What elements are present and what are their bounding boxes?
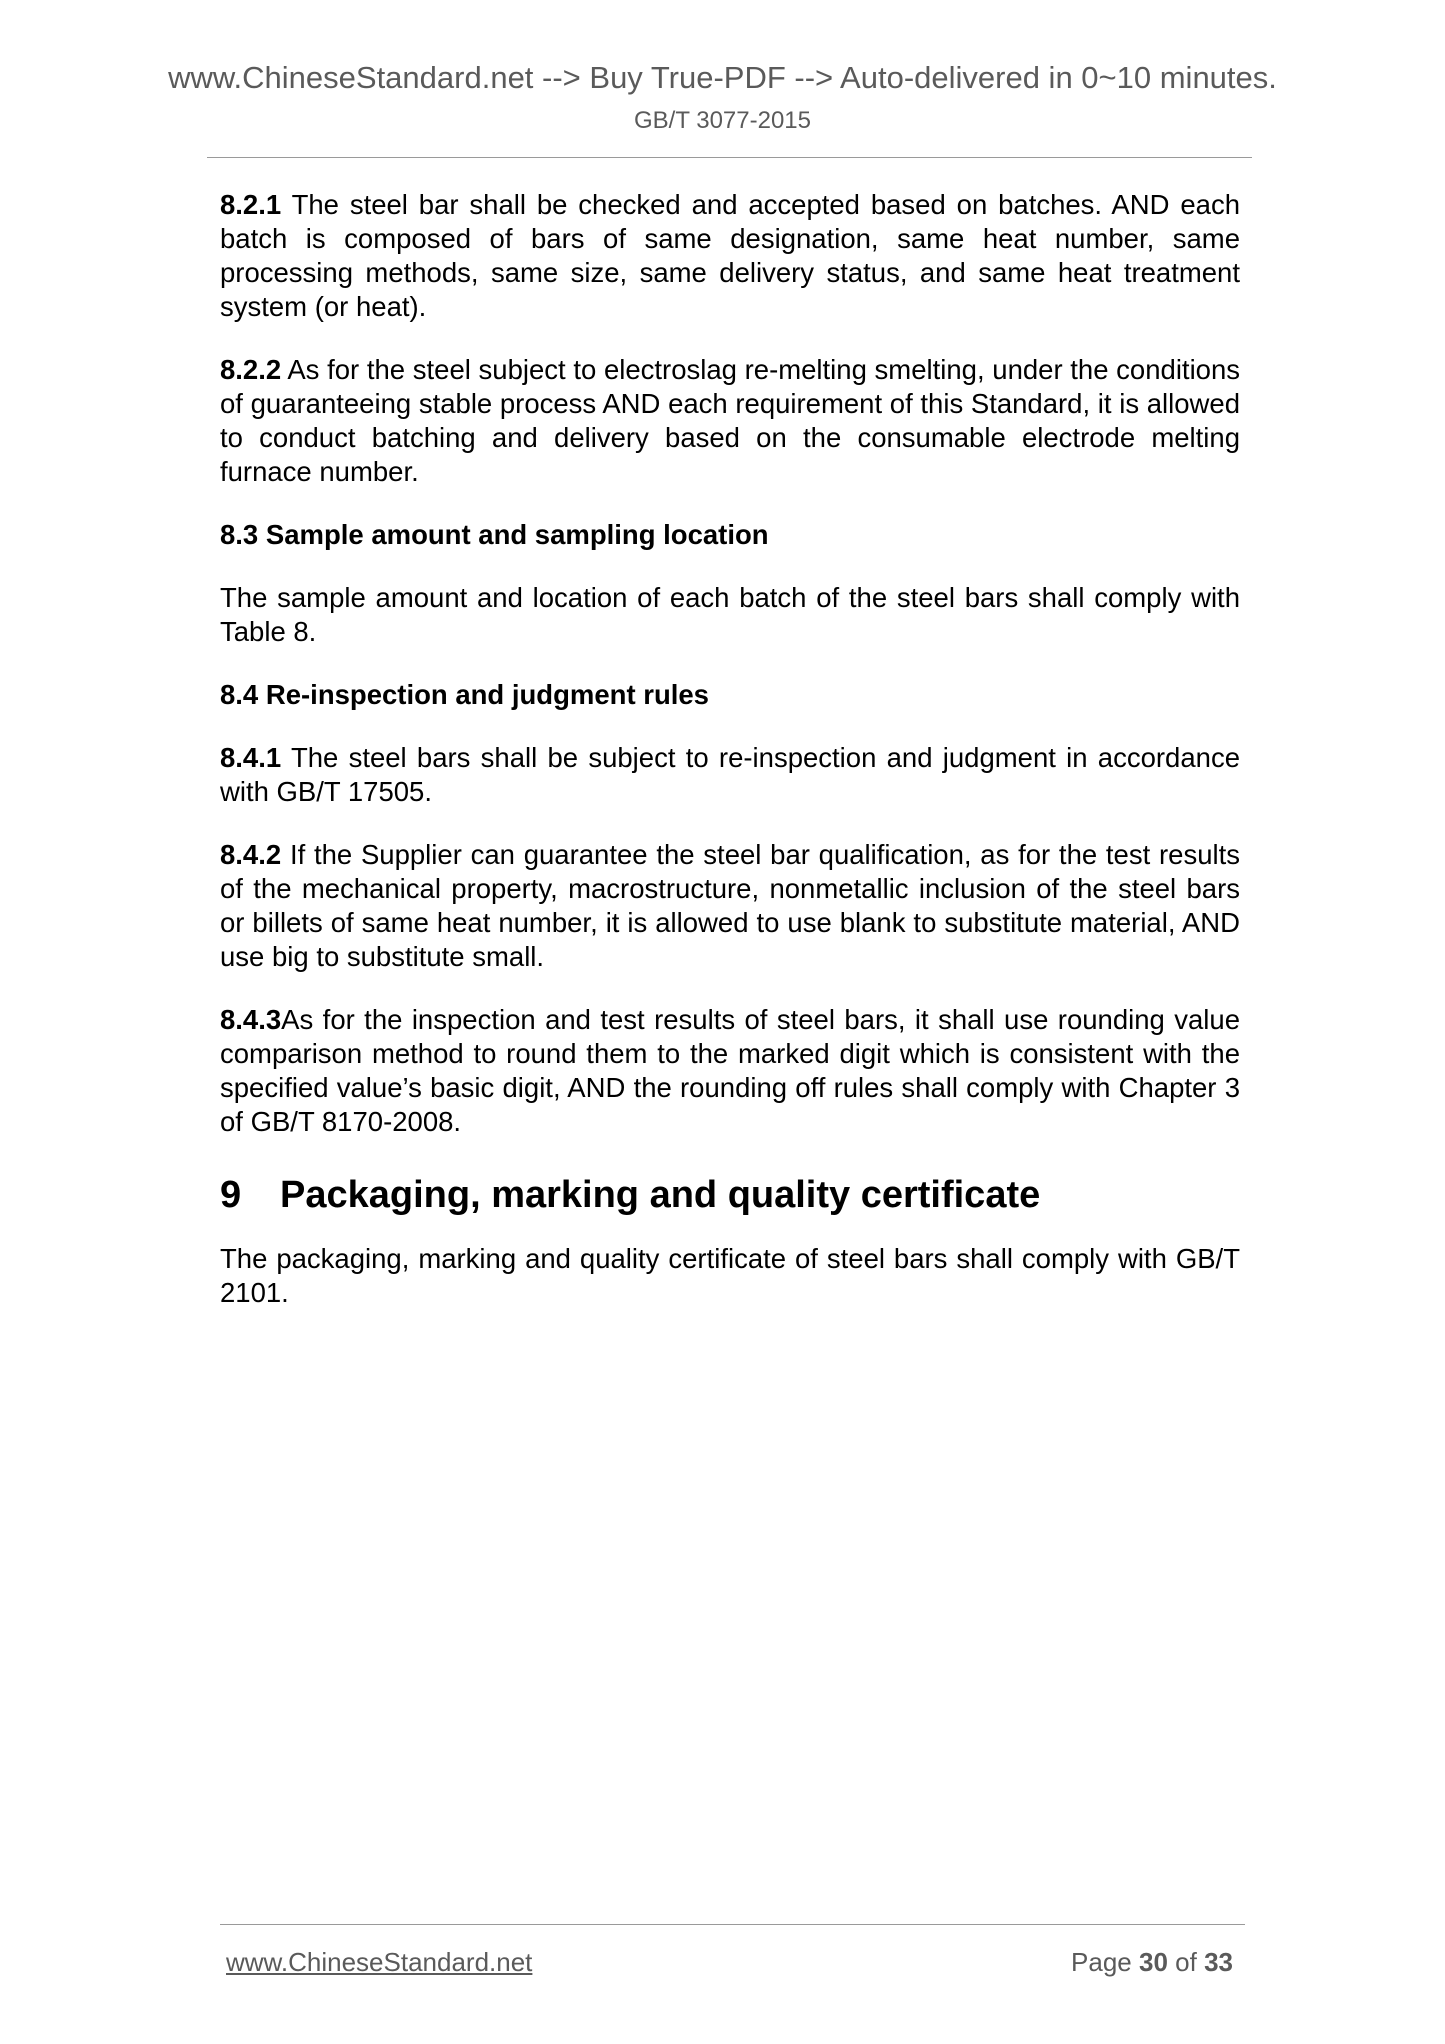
clause-text: As for the steel subject to electroslag re-melting smelting, under the conditions of guaranteeing stable process AND each requirement of this Standard, it is allowed to conduct batching and delivery based on the consumable electrode melting furnace number. [220,354,1241,487]
total-page-count: 33 [1204,1947,1233,1977]
clause-text: If the Supplier can guarantee the steel bar qualification, as for the test results of the mechanical property, macrostructure, nonmetallic inclusion of the steel bars or billets of same heat number, it is allowed to use blank to substitute material, AND use big to substitute small. [220,839,1240,972]
page-of-word: of [1175,1947,1197,1977]
clause-number: 8.4.2 [220,839,282,870]
clause-8-4-2 [220,838,1240,974]
chapter-number: 9 [220,1174,242,1216]
clause-number: 8.4.3 [220,1004,282,1035]
footer-website-link[interactable]: www.ChineseStandard.net [226,1947,533,1977]
chapter-title: Packaging, marking and quality certificate [280,1174,1041,1216]
clause-8-2-2 [220,353,1240,489]
clause-text: As for the inspection and test results of steel bars, it shall use rounding value comparison method to round them to the marked digit which is consistent with the specified value’s basic digit, AND the rounding off rules shall comply with Chapter 3 of GB/T 8170-2008. [220,1004,1240,1137]
section-heading-8-3: 8.3 Sample amount and sampling location [220,519,769,550]
clause-number: 8.2.2 [220,354,282,385]
clause-text: The steel bar shall be checked and accepted based on batches. AND each batch is composed of bars of same designation, same heat number, same processing methods, same size, same delivery status, and same heat treatment system (or heat). [220,189,1240,322]
section-heading-8-4: 8.4 Re-inspection and judgment rules [220,679,709,710]
chapter-heading-9 [220,1171,1240,1219]
current-page-number: 30 [1139,1947,1168,1977]
header-banner[interactable]: www.ChineseStandard.net --> Buy True-PDF --> Auto-delivered in 0~10 minutes. [168,60,1277,95]
clause-8-4-1 [220,741,1240,809]
clause-number: 8.4.1 [220,742,282,773]
clause-number: 8.2.1 [220,189,282,220]
page-indicator [1071,1946,1233,1978]
footer-divider [220,1924,1245,1925]
page-content [220,188,1240,1339]
clause-text: The steel bars shall be subject to re-inspection and judgment in accordance with GB/T 17505. [220,742,1240,807]
page-word: Page [1071,1947,1132,1977]
clause-8-4-3 [220,1003,1240,1139]
clause-8-2-1 [220,188,1240,324]
header-divider [207,157,1252,158]
chapter-9-text: The packaging, marking and quality certificate of steel bars shall comply with GB/T 2101. [220,1243,1240,1308]
section-8-3-text: The sample amount and location of each batch of the steel bars shall comply with Table 8. [220,582,1240,647]
document-code: GB/T 3077-2015 [633,107,811,134]
